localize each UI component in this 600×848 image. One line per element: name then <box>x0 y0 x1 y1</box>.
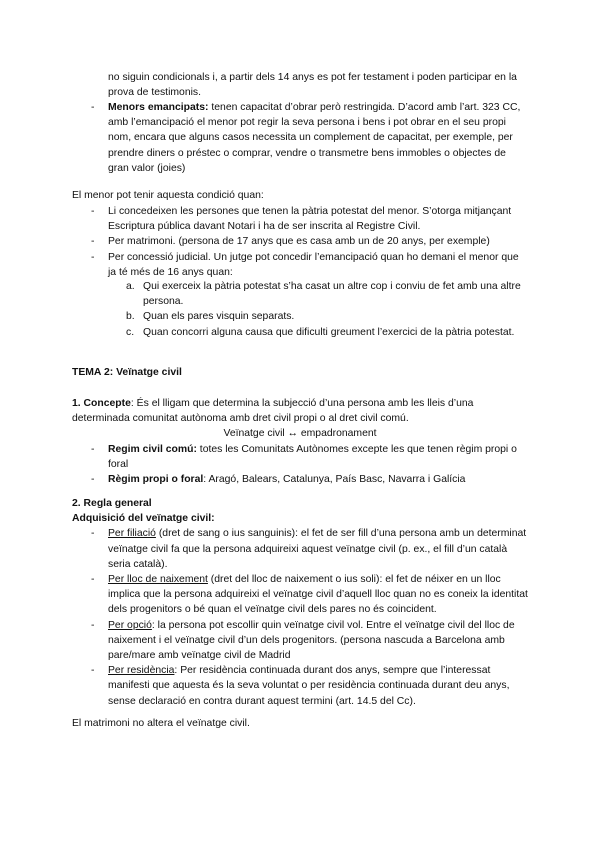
subitem-marker: c. <box>126 326 135 338</box>
regla-section <box>0 496 600 709</box>
condicio-item: - Li concedeixen les persones que tenen la pàtria potestat del menor. S’otorga mitjançant Escriptura pública davant Notari i ha de ser inscrita al Registre Civil. <box>108 204 528 234</box>
adquisicio-item <box>108 572 528 618</box>
continuation-paragraph <box>0 70 600 100</box>
subitem-text: Quan concorri alguna causa que dificulti greument l’exercici de la pàtria potestat. <box>143 326 515 338</box>
adquisicio-term: Per opció <box>108 619 152 631</box>
adquisicio-text: (dret de sang o ius sanguinis): el fet de ser fill d’una persona amb un determinat veïnatge civil fa que la persona adquireixi aquest veïnatge civil (p. ex., el fill d’un català seria català). <box>108 528 527 570</box>
concepte-text: : És el lligam que determina la subjecció d’una persona amb les lleis d’una determinada comunitat autònoma amb dret civil propi o al dret civil comú. <box>72 398 474 425</box>
concepte-paragraph <box>72 396 530 426</box>
adquisicio-term: Per lloc de naixement <box>108 574 208 586</box>
subitem-text: Quan els pares visquin separats. <box>143 311 295 323</box>
adquisicio-text: (dret del lloc de naixement o ius soli): el fet de néixer en un lloc implica que la persona adquireixi el veïnatge civil d’aquell lloc quan no es coneix la identitat dels progenitors o bé quan el veïnatge civil dels pares no és coincident. <box>108 574 528 616</box>
condicio-subitem <box>126 279 528 309</box>
menors-emancipats-term: Menors emancipats: <box>108 102 209 113</box>
adquisicio-item <box>108 526 528 572</box>
adquisicio-item <box>108 618 528 664</box>
concepte-label: 1. Concepte <box>72 398 131 409</box>
tema-heading <box>0 365 600 380</box>
regim-item <box>108 472 528 487</box>
condicio-intro-text: El menor pot tenir aquesta condició quan: <box>72 190 264 201</box>
adquisicio-term: Per residència <box>108 665 175 677</box>
condicio-sublist <box>0 279 600 340</box>
subitem-marker: b. <box>126 311 135 323</box>
condicio-item: - Per matrimoni. (persona de 17 anys que es casa amb un de 20 anys, per exemple) <box>108 234 528 249</box>
closing-text: El matrimoni no altera el veïnatge civil. <box>72 718 250 729</box>
menors-emancipats-item <box>0 100 600 176</box>
adquisicio-item <box>108 663 528 709</box>
regim-item <box>108 442 528 472</box>
condicio-subitem <box>126 325 528 340</box>
regla-heading: 2. Regla general <box>72 498 152 509</box>
concepte-section <box>0 396 600 487</box>
subitem-text: Qui exerceix la pàtria potestat s’ha casat un altre cop i conviu de fet amb una altre persona. <box>143 281 521 308</box>
tema-title: TEMA 2: Veïnatge civil <box>72 367 182 378</box>
regim-term: Regim civil comú: <box>108 443 197 455</box>
adquisicio-text: : la persona pot escollir quin veïnatge civil vol. Entre el veïnatge civil del lloc de naixement i el veïnatge civil d’un dels progenitors. (persona nascuda a Barcelona amb pare/mare amb veïnatge civil de Madrid <box>108 619 515 662</box>
adquisicio-term: Per filiació <box>108 528 156 540</box>
continuation-text: no siguin condicionals i, a partir dels 14 anys es pot fer testament i poden participar en la prova de testimonis. <box>108 72 517 99</box>
adquisicio-text: : Per residència continuada durant dos anys, sempre que l’interessat manifesti que aquesta és la seva voluntat o per residència continuada durant deu anys, sense declaració en contra durant aquest termini (art. 14.5 del Cc). <box>108 665 510 707</box>
condicio-item: - Per concessió judicial. Un jutge pot concedir l’emancipació quan ho demani el menor que ja té més de 16 anys quan: <box>108 250 528 280</box>
subitem-marker: a. <box>126 281 135 292</box>
menors-emancipats-text <box>108 100 528 176</box>
regim-term: Règim propi o foral <box>108 474 204 486</box>
regim-text: totes les Comunitats Autònomes excepte les que tenen règim propi o foral <box>108 443 517 470</box>
condicio-intro <box>0 188 600 203</box>
condicio-list <box>0 204 600 280</box>
concepte-equivalence: Veïnatge civil ↔ empadronament <box>223 428 377 440</box>
closing-paragraph <box>0 716 600 731</box>
regla-subheading: Adquisició del veïnatge civil: <box>72 513 215 525</box>
menors-emancipats-body: tenen capacitat d’obrar però restringida. D’acord amb l’art. 323 CC, amb l’emancipació el menor pot regir la seva persona i bens i pot obrar en el seu propi nom, encara que alguns casos necessita un complement de capacitat, per exemple, per prendre diners o préstec o comprar, vendre o transmetre bens immobles o objectes de gran valor (joies) <box>108 102 521 174</box>
condicio-subitem <box>126 309 528 324</box>
regim-text: : Aragó, Balears, Catalunya, País Basc, Navarra i Galícia <box>203 474 466 486</box>
